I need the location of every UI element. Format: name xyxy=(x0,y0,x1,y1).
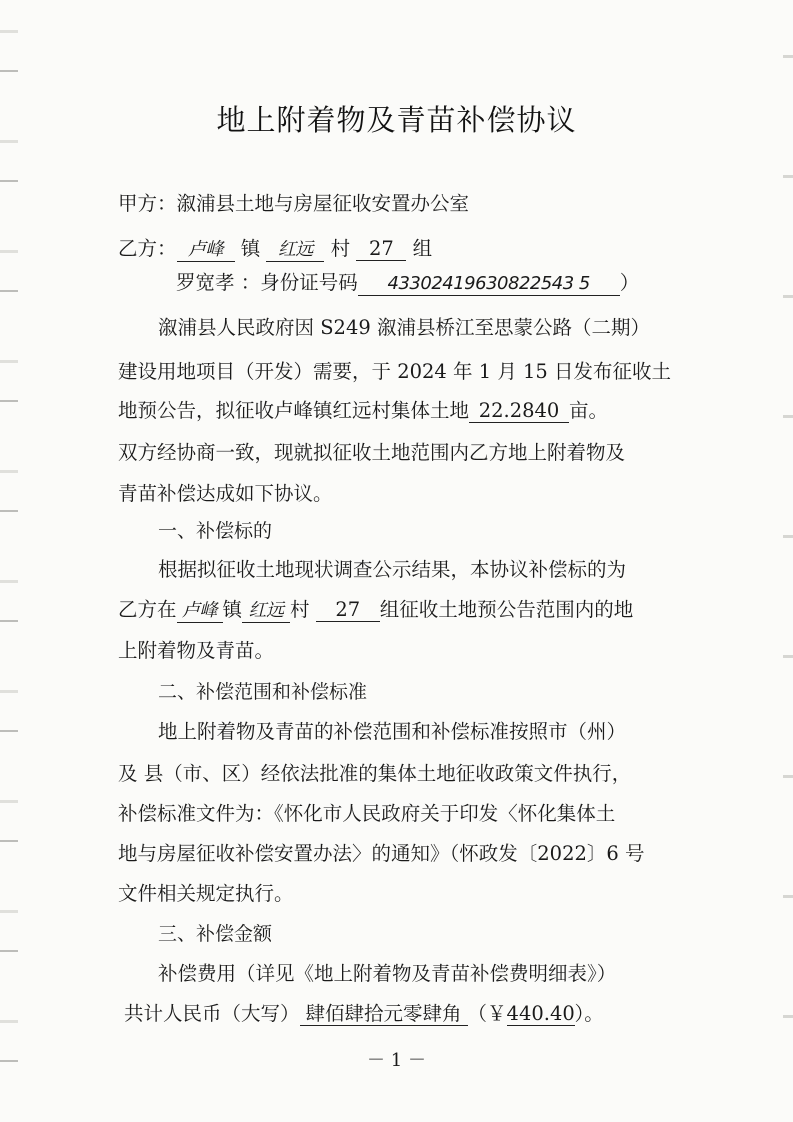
person-id-number: 43302419630822543 5 xyxy=(358,273,620,296)
intro-line-1: 溆浦县人民政府因 S249 溆浦县桥江至思蒙公路（二期） xyxy=(158,316,650,339)
person-name-label: 罗宽孝 ：身份证号码 xyxy=(176,271,358,294)
party-a-name: 溆浦县土地与房屋征收安置办公室 xyxy=(176,192,470,215)
amount-open: （￥ xyxy=(467,1002,507,1025)
party-b-village-suffix: 村 xyxy=(330,237,351,260)
amount-number: 440.40 xyxy=(506,1002,575,1025)
section-1-line-3: 上附着物及青苗。 xyxy=(118,639,275,662)
amount-close: ）。 xyxy=(574,1002,604,1025)
intro-line-4: 双方经协商一致，现就拟征收土地范围内乙方地上附着物及 xyxy=(118,441,626,464)
person-line xyxy=(176,271,736,296)
section-1-suffix: 组征收土地预公告范围内的地 xyxy=(379,598,634,621)
section-3-line-2 xyxy=(124,1002,684,1026)
party-b-group-suffix: 组 xyxy=(412,237,433,260)
section-3-prefix: 共计人民币（大写） xyxy=(124,1002,300,1025)
section-2-line-2: 及 县（市、区）经依法批准的集体土地征收政策文件执行， xyxy=(118,762,632,785)
person-close-paren: ） xyxy=(619,271,640,294)
scan-right-edge xyxy=(783,0,793,1122)
party-b-village: 红远 xyxy=(266,239,324,262)
section-1-line-1: 根据拟征收土地现状调查公示结果，本协议补偿标的为 xyxy=(158,558,627,581)
section-1-village: 红远 xyxy=(242,600,290,623)
section-1-town: 卢峰 xyxy=(177,600,223,623)
party-a-line xyxy=(118,192,678,216)
intro-area-unit: 亩。 xyxy=(569,399,609,422)
party-b-label: 乙方： xyxy=(118,237,177,260)
section-1-line-2 xyxy=(118,598,678,623)
section-1-group: 27 xyxy=(316,599,380,622)
amount-in-words: 肆佰肆拾元零肆角 xyxy=(300,1003,468,1026)
intro-line-5: 青苗补偿达成如下协议。 xyxy=(118,482,333,505)
party-b-town-suffix: 镇 xyxy=(240,237,261,260)
section-2-line-1: 地上附着物及青苗的补偿范围和补偿标准按照市（州） xyxy=(158,720,627,743)
section-3-heading: 三、补偿金额 xyxy=(158,923,273,945)
party-a-label: 甲方： xyxy=(118,192,177,215)
intro-line-2: 建设用地项目（开发）需要，于 2024 年 1 月 15 日发布征收土 xyxy=(118,360,672,383)
section-2-line-3: 补偿标准文件为：《怀化市人民政府关于印发〈怀化集体土 xyxy=(118,802,616,825)
section-2-line-5: 文件相关规定执行。 xyxy=(118,882,294,905)
intro-area: 22.2840 xyxy=(469,400,569,423)
intro-line-3-prefix: 地预公告，拟征收卢峰镇红远村集体土地 xyxy=(118,399,470,422)
party-b-town: 卢峰 xyxy=(177,239,235,262)
section-1-town-suffix: 镇 xyxy=(222,598,243,621)
section-1-heading: 一、补偿标的 xyxy=(158,520,273,542)
intro-line-3 xyxy=(118,399,678,423)
party-b-group: 27 xyxy=(356,238,406,261)
section-2-line-4: 地与房屋征收补偿安置办法〉的通知》（怀政发〔2022〕6 号 xyxy=(118,842,645,865)
section-2-heading: 二、补偿范围和补偿标准 xyxy=(158,681,368,703)
party-b-line xyxy=(118,237,678,262)
section-3-line-1: 补偿费用（详见《地上附着物及青苗补偿费明细表》） xyxy=(158,962,617,985)
page-number: － 1 － xyxy=(367,1050,426,1071)
document-title: 地上附着物及青苗补偿协议 xyxy=(216,103,577,137)
section-1-prefix: 乙方在 xyxy=(118,598,177,621)
scan-left-edge xyxy=(0,0,18,1122)
section-1-village-suffix: 村 xyxy=(290,598,310,621)
